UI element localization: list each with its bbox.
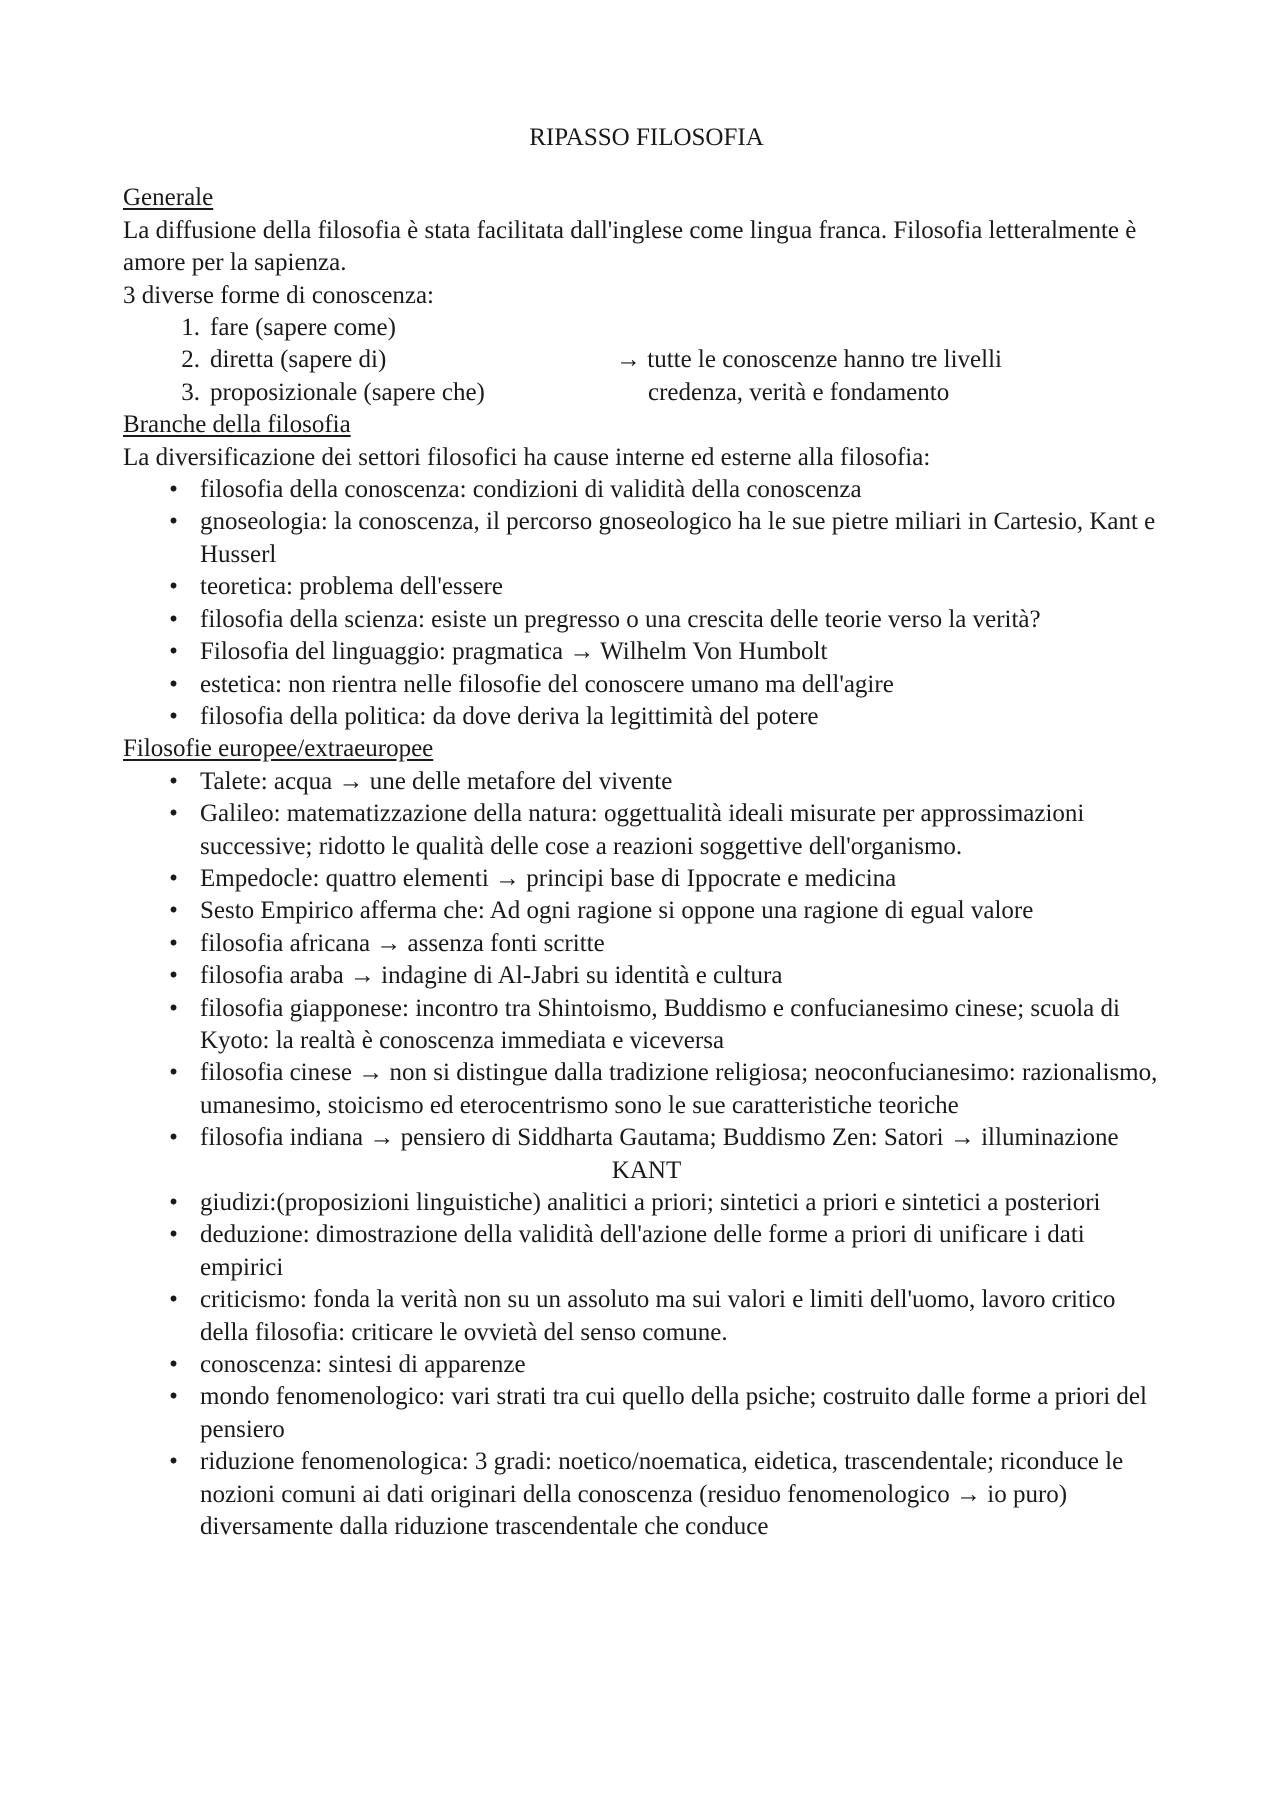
list-item (123, 766, 1170, 798)
list-item (123, 1187, 1170, 1219)
section-heading-branche: Branche della filosofia (123, 411, 351, 439)
list-item (123, 701, 1170, 733)
bullet-icon: • (169, 605, 178, 633)
list-item (123, 928, 1170, 960)
list-item (123, 960, 1170, 992)
list-item-text: filosofia giapponese: incontro tra Shintoismo, Buddismo e confucianesimo cinese; scuola di Kyoto: la realtà è conoscenza immediata e viceversa (200, 994, 1120, 1054)
section-heading-kant: KANT (611, 1156, 682, 1184)
bullet-icon: • (169, 1189, 178, 1216)
list-number: 1. (181, 314, 200, 342)
list-item-text: filosofia cinese → non si distingue dalla tradizione religiosa; neoconfucianesimo: razionalismo, umanesimo, stoicismo ed eterocentrismo sono le sue caratteristiche teoriche (200, 1059, 1158, 1119)
branche-intro: La diversificazione dei settori filosofici ha cause interne ed esterne alla filosofia: (123, 443, 931, 471)
list-item-text: filosofia della scienza: esiste un pregresso o una crescita delle teorie verso la verità? (200, 605, 1041, 633)
bullet-icon: • (169, 476, 178, 504)
list-item (123, 506, 1170, 571)
section-heading-filosofie: Filosofie europee/extraeuropee (123, 735, 434, 763)
section-heading-generale: Generale (123, 184, 214, 212)
list-item (123, 993, 1170, 1058)
list-item-side-note: credenza, verità e fondamento (648, 378, 950, 406)
list-item-text: filosofia africana → assenza fonti scritte (200, 929, 605, 957)
list-item-text: mondo fenomenologico: vari strati tra cui quello della psiche; costruito dalle forme a priori del pensiero (200, 1383, 1147, 1443)
list-item-text: filosofia araba → indagine di Al-Jabri su identità e cultura (200, 962, 783, 990)
list-item (123, 474, 1170, 506)
list-item-text: teoretica: problema dell'essere (200, 573, 503, 601)
list-item-text: conoscenza: sintesi di apparenze (200, 1351, 526, 1379)
kant-list (123, 1187, 1170, 1543)
list-item (123, 636, 1170, 668)
list-item (123, 344, 1170, 376)
list-item (123, 377, 1170, 409)
bullet-icon: • (169, 929, 178, 957)
list-item (123, 1349, 1170, 1381)
list-item-text: giudizi:(proposizioni linguistiche) analitici a priori; sintetici a priori e sintetici a posteriori (200, 1189, 1101, 1216)
list-item (123, 1122, 1170, 1154)
list-number: 3. (181, 378, 200, 406)
list-item (123, 895, 1170, 927)
bullet-icon: • (169, 767, 178, 795)
list-item-text: diretta (sapere di) (210, 346, 387, 374)
list-item-text: riduzione fenomenologica: 3 gradi: noetico/noematica, eidetica, trascendentale; riconduce le nozioni comuni ai dati originari della conoscenza (residuo fenomenologico → io puro) diversamente dalla riduzione trascendentale che conduce (200, 1448, 1124, 1541)
list-item-text: estetica: non rientra nelle filosofie del conoscere umano ma dell'agire (200, 670, 894, 698)
list-item (123, 1219, 1170, 1284)
list-item-text: Filosofia del linguaggio: pragmatica → Wilhelm Von Humbolt (200, 638, 828, 666)
branche-list (123, 474, 1170, 733)
list-item (123, 312, 1170, 344)
bullet-icon: • (169, 638, 178, 666)
list-item-text: filosofia indiana → pensiero di Siddharta Gautama; Buddismo Zen: Satori → illuminazione (200, 1124, 1119, 1152)
bullet-icon: • (169, 897, 178, 925)
list-item-text: proposizionale (sapere che) (210, 378, 485, 406)
bullet-icon: • (169, 670, 178, 698)
document-title: RIPASSO FILOSOFIA (529, 124, 764, 151)
bullet-icon: • (169, 1059, 178, 1087)
list-item-side-note: → tutte le conoscenze hanno tre livelli (616, 346, 1002, 374)
list-item-text: filosofia della politica: da dove deriva la legittimità del potere (200, 702, 819, 730)
list-item (123, 1284, 1170, 1349)
bullet-icon: • (169, 962, 178, 990)
list-item-text: filosofia della conoscenza: condizioni di validità della conoscenza (200, 476, 862, 504)
list-item-text: Empedocle: quattro elementi → principi base di Ippocrate e medicina (200, 864, 897, 892)
list-item (123, 1446, 1170, 1543)
list-item (123, 798, 1170, 863)
generale-paragraph-1: La diffusione della filosofia è stata facilitata dall'inglese come lingua franca. Filosofia letteralmente è amore per la sapienza. (123, 216, 1137, 277)
bullet-icon: • (169, 800, 178, 828)
bullet-icon: • (169, 1351, 178, 1379)
list-item (123, 604, 1170, 636)
list-item-text: Galileo: matematizzazione della natura: oggettualità ideali misurate per approssimazioni successive; ridotto le qualità delle cose a reazioni soggettive dell'organismo. (200, 800, 1085, 860)
list-item-text: Sesto Empirico afferma che: Ad ogni ragione si oppone una ragione di egual valore (200, 897, 1034, 925)
bullet-icon: • (169, 1124, 178, 1152)
list-item-text: criticismo: fonda la verità non su un assoluto ma sui valori e limiti dell'uomo, lavoro critico della filosofia: criticare le ovvietà del senso comune. (200, 1286, 1116, 1346)
list-item (123, 1057, 1170, 1122)
list-item-text: gnoseologia: la conoscenza, il percorso gnoseologico ha le sue pietre miliari in Cartesio, Kant e Husserl (200, 508, 1156, 568)
list-item (123, 1381, 1170, 1446)
bullet-icon: • (169, 864, 178, 892)
filosofie-list (123, 766, 1170, 1155)
bullet-icon: • (169, 1286, 178, 1314)
list-item (123, 571, 1170, 603)
list-item-text: fare (sapere come) (210, 314, 396, 342)
bullet-icon: • (169, 1221, 178, 1249)
bullet-icon: • (169, 1383, 178, 1411)
bullet-icon: • (169, 1448, 178, 1476)
list-item-text: deduzione: dimostrazione della validità dell'azione delle forme a priori di unificare i dati empirici (200, 1221, 1085, 1281)
list-item (123, 669, 1170, 701)
forme-conoscenza-list (123, 312, 1170, 409)
list-item (123, 863, 1170, 895)
bullet-icon: • (169, 702, 178, 730)
bullet-icon: • (169, 994, 178, 1022)
list-item-text: Talete: acqua → une delle metafore del vivente (200, 767, 673, 795)
bullet-icon: • (169, 508, 178, 536)
generale-paragraph-2: 3 diverse forme di conoscenza: (123, 281, 434, 309)
list-number: 2. (181, 346, 200, 374)
bullet-icon: • (169, 573, 178, 601)
